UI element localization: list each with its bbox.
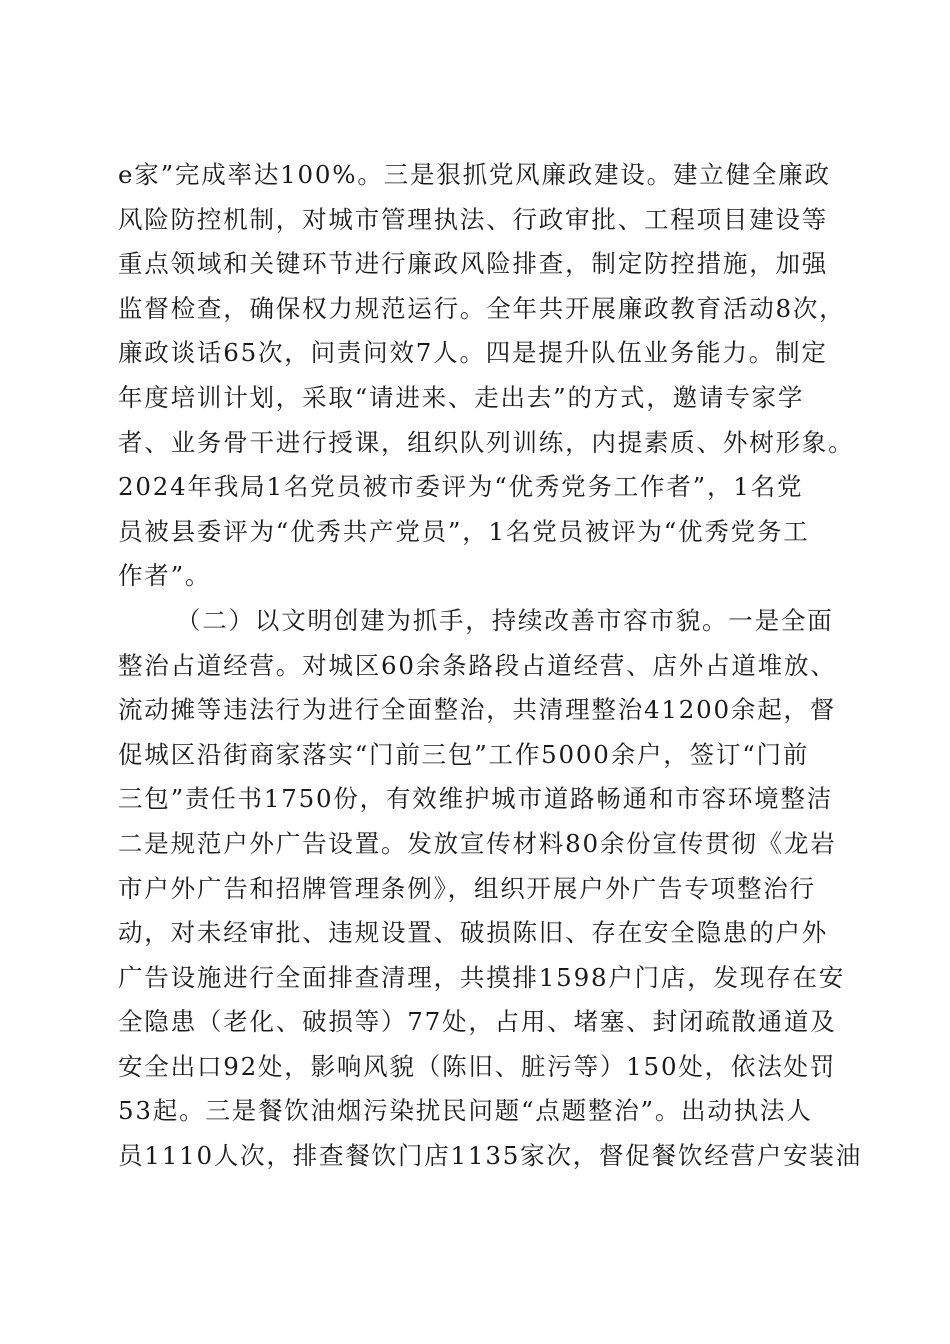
text-line: 年度培训计划，采取“请进来、走出去”的方式，邀请专家学 [118,382,805,412]
section-heading-line: （二）以文明创建为抓手，持续改善市容市貌。一是全面 [176,605,834,635]
text-line: 安全出口92处，影响风貌（陈旧、脏污等）150处，依法处罚 [118,1051,837,1081]
text-line: 全隐患（老化、破损等）77处，占用、堵塞、封闭疏散通道及 [118,1007,837,1037]
text-line: 2024年我局1名党员被市委评为“优秀党务工作者”，1名党 [118,472,804,502]
text-line: 重点领域和关键环节进行廉政风险排查，制定防控措施，加强 [118,249,829,279]
text-line: 员1110人次，排查餐饮门店1135家次，督促餐饮经营户安装油 [118,1141,862,1171]
text-line: 广告设施进行全面排查清理，共摸排1598户门店，发现存在安 [118,962,846,992]
body-text [118,153,862,1179]
text-line: 者、业务骨干进行授课，组织队列训练，内提素质、外树形象。 [118,427,855,457]
text-line: 市户外广告和招牌管理条例》，组织开展户外广告专项整治行 [118,873,816,903]
text-line: 二是规范户外广告设置。发放宣传材料80余份宣传贯彻《龙岩 [118,828,837,858]
text-line: 风险防控机制，对城市管理执法、行政审批、工程项目建设等 [118,204,829,234]
text-line: 三包”责任书1750份，有效维护城市道路畅通和市容环境整洁 [118,784,834,814]
text-line: 员被县委评为“优秀共产党员”，1名党员被评为“优秀党务工 [118,516,810,546]
text-line: e家”完成率达100%。三是狠抓党风廉政建设。建立健全廉政 [118,160,831,189]
text-line: 动，对未经审批、违规设置、破损陈旧、存在安全隐患的户外 [118,918,829,948]
text-line: 作者”。 [118,561,212,591]
text-line: 流动摊等违法行为进行全面整治，共清理整治41200余起，督 [118,695,837,725]
text-line: 监督检查，确保权力规范运行。全年共开展廉政教育活动8次， [118,293,846,323]
text-line: 促城区沿街商家落实“门前三包”工作5000余户，签订“门前 [118,739,810,769]
text-line: 整治占道经营。对城区60余条路段占道经营、店外占道堆放、 [118,650,837,680]
text-line: 53起。三是餐饮油烟污染扰民问题“点题整治”。出动执法人 [118,1096,813,1126]
text-line: 廉政谈话65次，问责问效7人。四是提升队伍业务能力。制定 [118,338,828,368]
